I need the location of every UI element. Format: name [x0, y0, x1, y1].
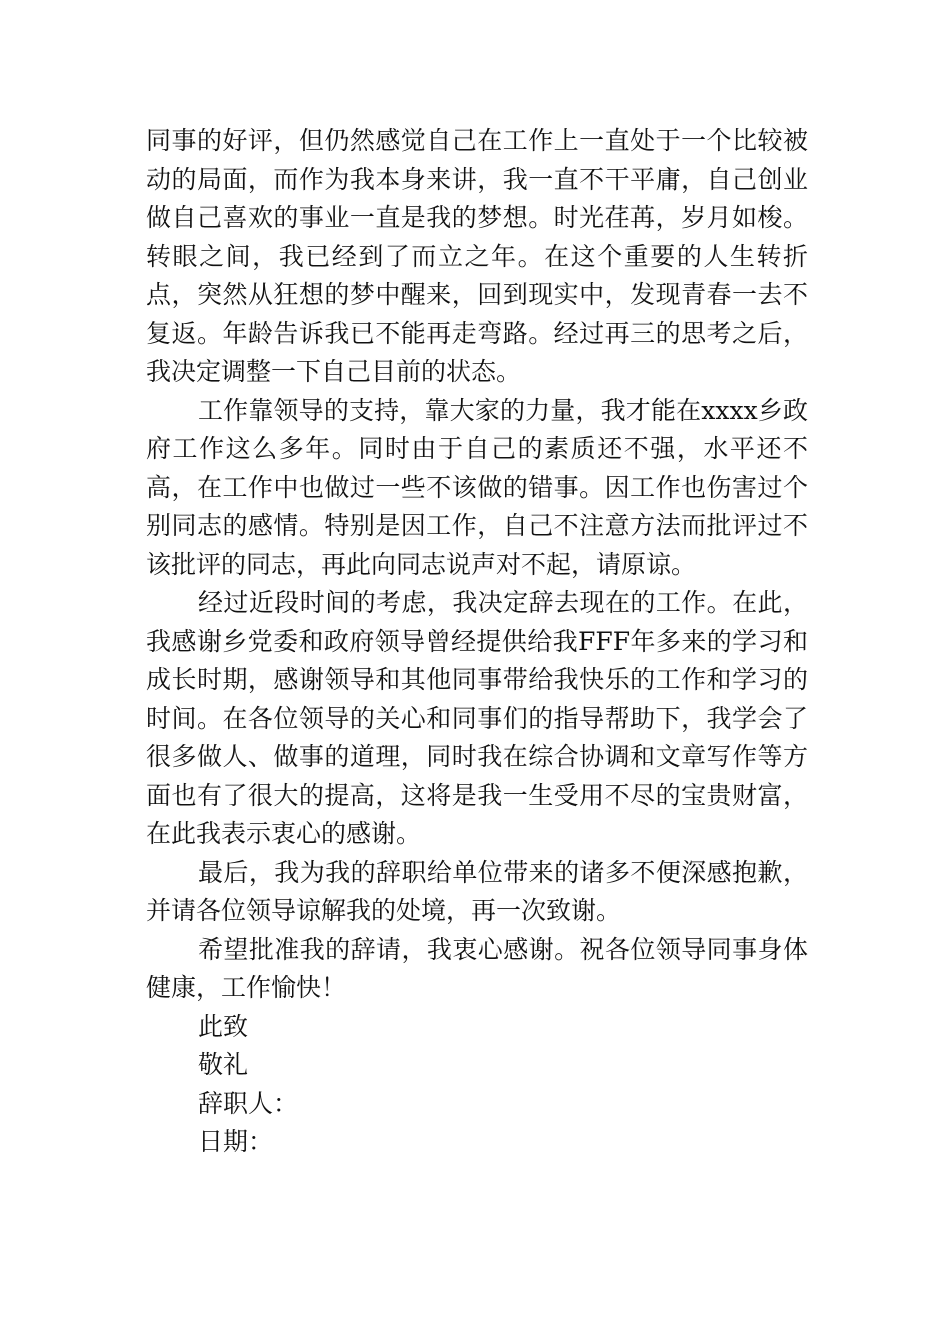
closing-salutation: 此致 [198, 1011, 249, 1041]
paragraph-support: 工作靠领导的支持，靠大家的力量，我才能在xxxx乡政府工作这么多年。同时由于自己的素质还不强，水平还不高，在工作中也做过一些不该做的错事。因工作也伤害过个别同志的感情。特别是因工作，自己不注意方法而批评过不该批评的同志，再此向同志说声对不起，请原谅。 [146, 395, 808, 579]
paragraph-wishes: 希望批准我的辞请，我衷心感谢。祝各位领导同事身体健康，工作愉快！ [146, 934, 808, 1002]
resigner-label: 辞职人： [198, 1088, 299, 1118]
closing-regards: 敬礼 [198, 1050, 249, 1079]
paragraph-thanks: 经过近段时间的考虑，我决定辞去现在的工作。在此，我感谢乡党委和政府领导曾经提供给我FFF年多来的学习和成长时期，感谢领导和其他同事带给我快乐的工作和学习的时间。在各位领导的关心和同事们的指导帮助下，我学会了很多做人、做事的道理，同时我在综合协调和文章写作等方面也有了很大的提高，这将是我一生受用不尽的宝贵财富，在此我表示衷心的感谢。 [146, 588, 808, 848]
paragraph-continued: 同事的好评，但仍然感觉自己在工作上一直处于一个比较被动的局面，而作为我本身来讲，我一直不干平庸，自己创业做自己喜欢的事业一直是我的梦想。时光荏苒，岁月如梭。转眼之间，我已经到了而立之年。在这个重要的人生转折点，突然从狂想的梦中醒来，回到现实中，发现青春一去不复返。年龄告诉我已不能再走弯路。经过再三的思考之后，我决定调整一下自己目前的状态。 [146, 126, 808, 386]
date-label: 日期： [198, 1127, 274, 1156]
paragraph-apology: 最后，我为我的辞职给单位带来的诸多不便深感抱歉，并请各位领导谅解我的处境，再一次致谢。 [146, 857, 808, 925]
letter-body [146, 122, 808, 1162]
